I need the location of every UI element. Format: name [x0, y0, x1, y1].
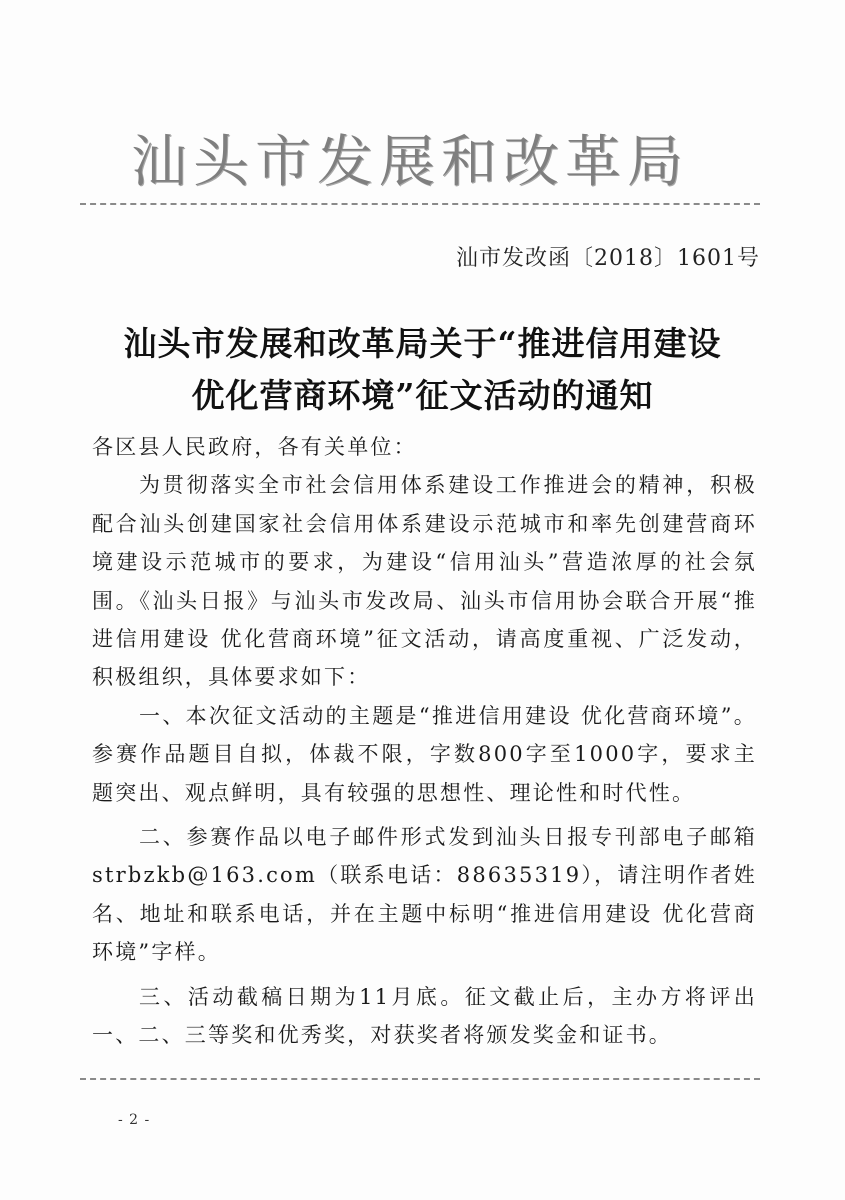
paragraph-deadline: 三、活动截稿日期为11月底。征文截止后，主办方将评出一、二、三等奖和优秀奖，对获奖者将颁发奖金和证书。: [92, 984, 757, 1048]
footer-divider: [80, 1078, 760, 1080]
document-body: [92, 428, 757, 1055]
document-title: [0, 318, 845, 422]
salutation: 各区县人民政府，各有关单位：: [92, 435, 417, 459]
title-line-2: 优化营商环境”征文活动的通知: [191, 376, 654, 415]
letterhead-org-name: 汕头市发展和改革局: [131, 130, 689, 195]
title-line-1: 汕头市发展和改革局关于“推进信用建设: [123, 324, 722, 363]
paragraph-theme: 一、本次征文活动的主题是“推进信用建设 优化营商环境”。参赛作品题目自拟，体裁不限，字数800字至1000字，要求主题突出、观点鲜明，具有较强的思想性、理论性和时代性。: [92, 703, 757, 805]
paragraph-submission: 二、参赛作品以电子邮件形式发到汕头日报专刊部电子邮箱 strbzkb@163.com（联系电话：88635319），请注明作者姓名、地址和联系电话，并在主题中标明“推进信用建设 优化营商环境”字样。: [92, 825, 757, 965]
document-number: 汕市发改函〔2018〕1601号: [456, 246, 760, 271]
letterhead-divider: [80, 203, 760, 205]
paragraph-intro: 为贯彻落实全市社会信用体系建设工作推进会的精神，积极配合汕头创建国家社会信用体系建设示范城市和率先创建营商环境建设示范城市的要求，为建设“信用汕头”营造浓厚的社会氛围。《汕头日报》与汕头市发改局、汕头市信用协会联合开展“推进信用建设 优化营商环境”征文活动，请高度重视、广泛发动，积极组织，具体要求如下：: [92, 473, 757, 690]
page-number: - 2 -: [118, 1112, 151, 1128]
